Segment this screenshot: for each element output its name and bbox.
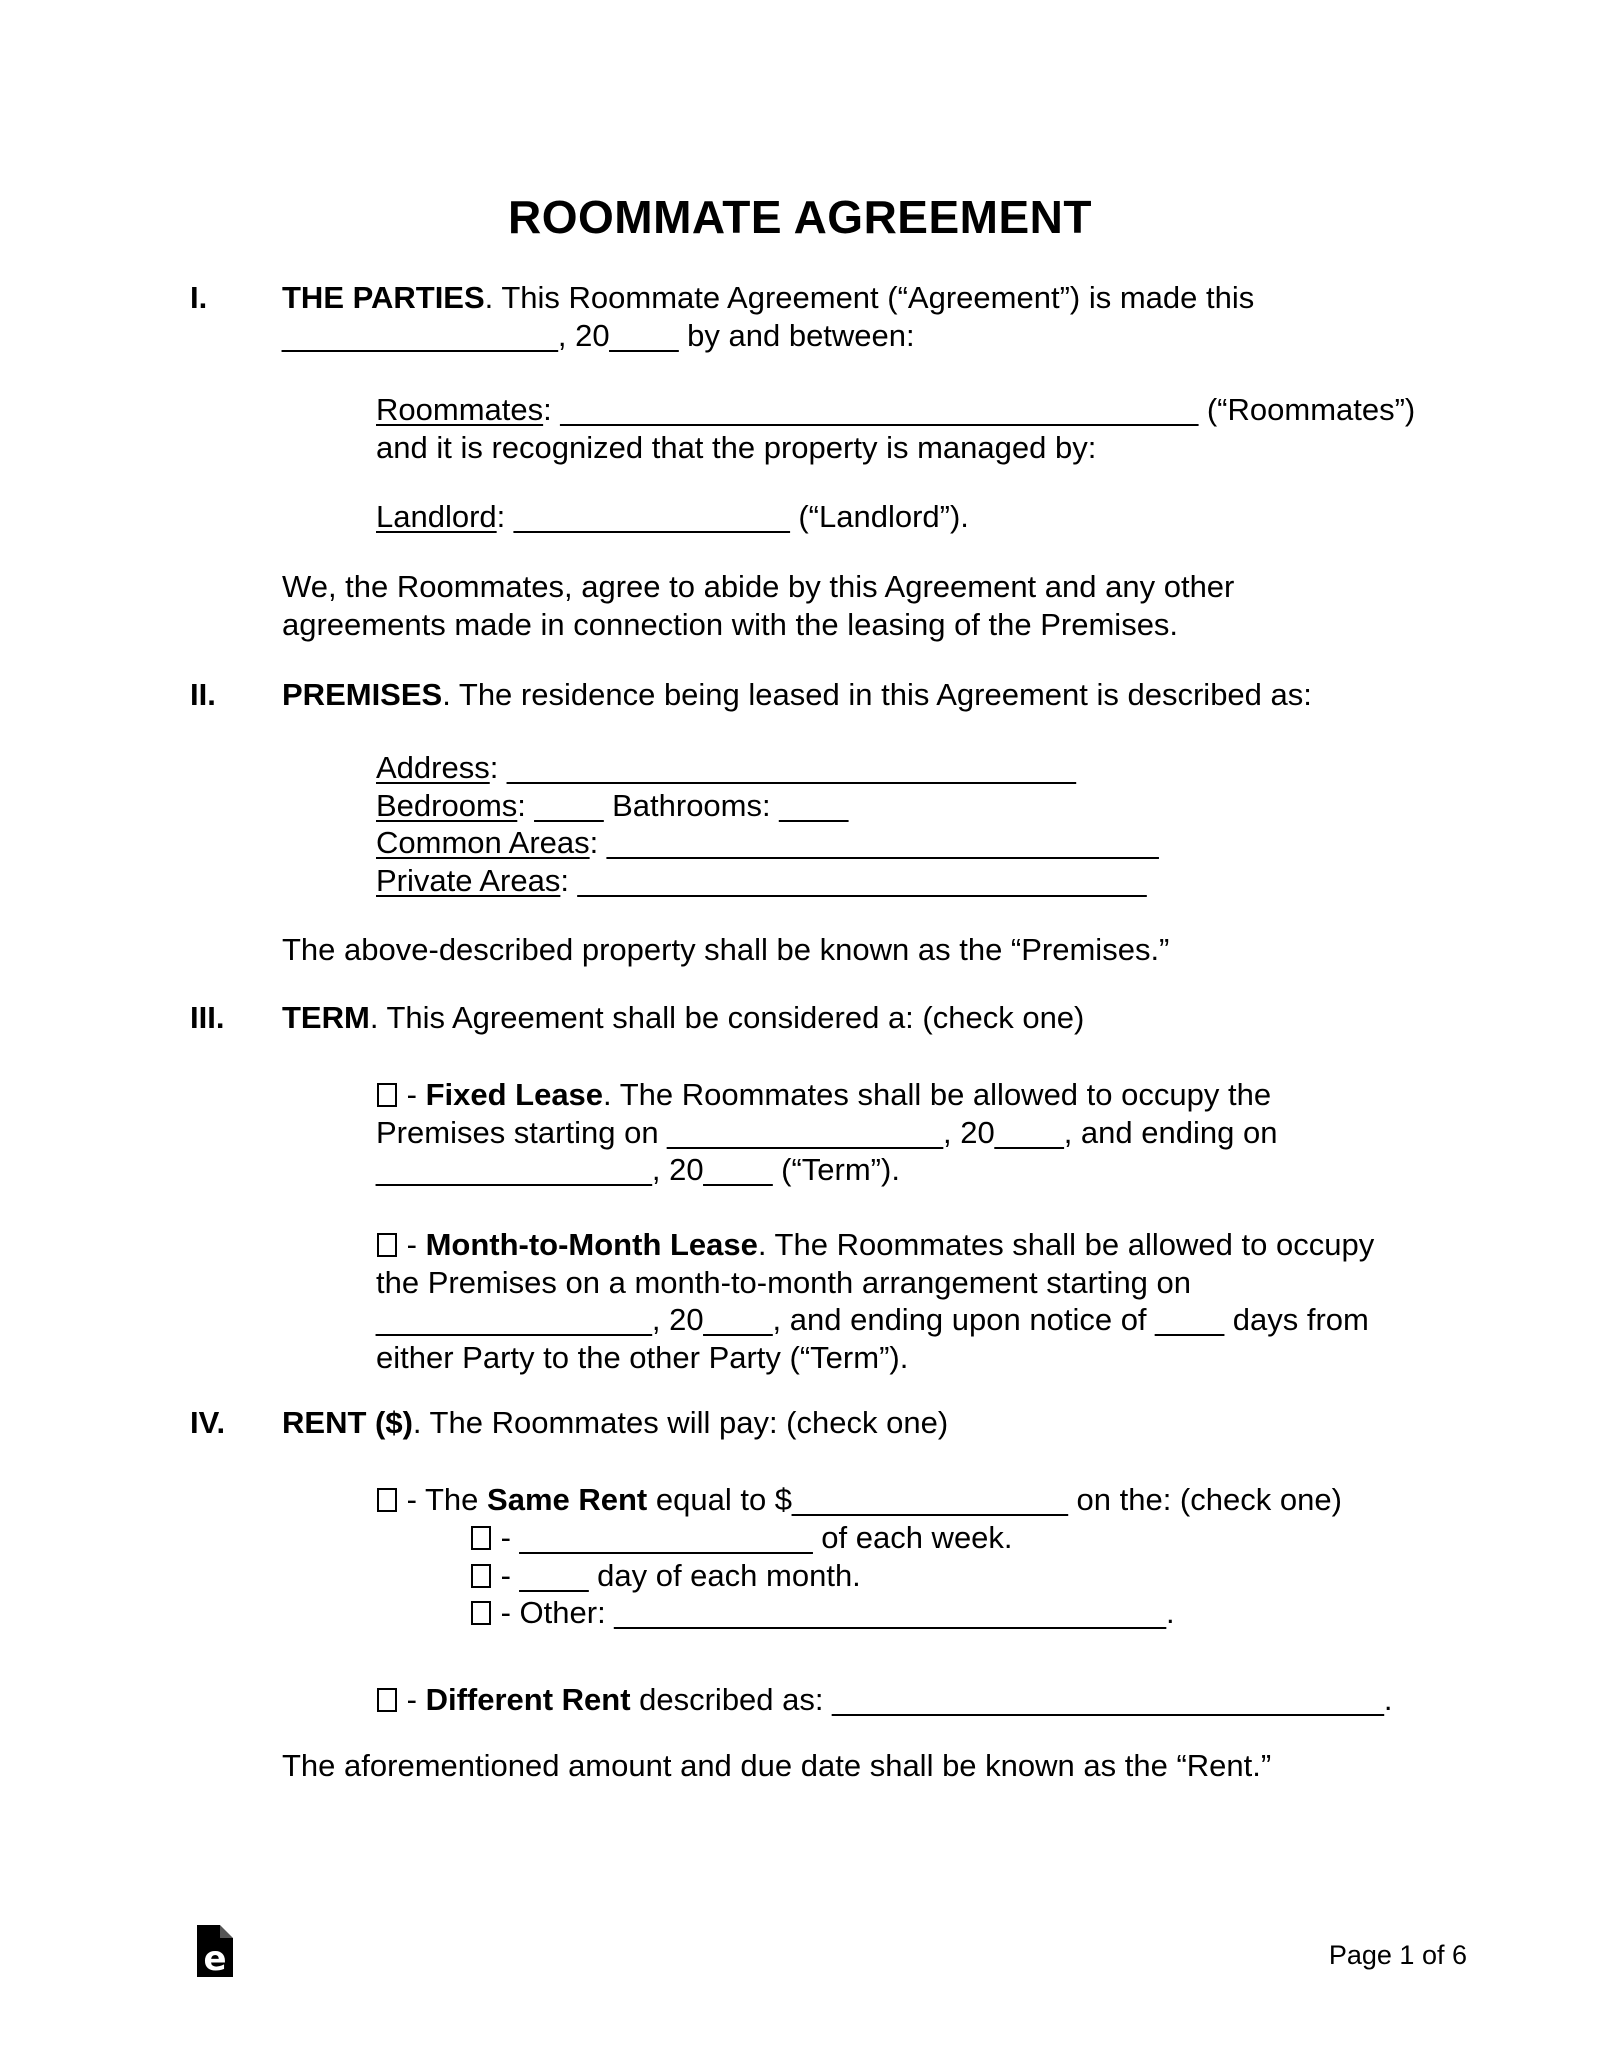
text-run: Private Areas — [376, 862, 561, 898]
roommates-agreement-statement — [282, 568, 1234, 643]
text-line — [376, 1339, 1374, 1377]
text-run: ________________, 20____, and ending upon notice of ____ days from — [376, 1302, 1369, 1337]
text-run: equal to $________________ on the: (check one) — [647, 1482, 1342, 1517]
different-rent-option — [376, 1681, 1392, 1719]
premises-details — [376, 749, 1159, 899]
text-run: : ____ Bathrooms: ____ — [517, 787, 849, 823]
section-iv-rent — [190, 1404, 949, 1442]
text-line — [282, 1404, 948, 1442]
text-run: - — [398, 1227, 426, 1262]
text-run: agreements made in connection with the leasing of the Premises. — [282, 606, 1179, 642]
text-run: - — [398, 1077, 426, 1112]
text-run: . The Roommates shall be allowed to occupy the — [603, 1077, 1272, 1112]
text-run: - — [398, 1682, 426, 1717]
text-run: the Premises on a month-to-month arrangement starting on — [376, 1264, 1192, 1300]
text-line — [470, 1594, 1175, 1632]
text-run: The aforementioned amount and due date shall be known as the “Rent.” — [282, 1748, 1272, 1783]
text-line — [282, 606, 1234, 644]
text-line — [282, 999, 1084, 1037]
text-run: - Other: ________________________________. — [492, 1595, 1175, 1630]
page-number-label: Page 1 of 6 — [1328, 1940, 1467, 1970]
text-run: Landlord — [376, 499, 497, 534]
page-fold-icon — [220, 1925, 233, 1938]
text-line — [376, 787, 1159, 825]
checkbox-icon — [377, 1233, 397, 1257]
text-run: Common Areas — [376, 825, 590, 860]
text-run: Different Rent — [425, 1682, 631, 1717]
text-run: RENT ($) — [282, 1405, 413, 1440]
text-run: and it is recognized that the property is managed by: — [376, 429, 1097, 465]
checkbox-icon — [377, 1083, 397, 1107]
section-ii-premises — [190, 676, 1312, 714]
document-title: ROOMMATE AGREEMENT — [508, 191, 1092, 243]
text-run: . This Roommate Agreement (“Agreement”) is made this — [484, 280, 1255, 315]
eforms-logo-letter: e — [203, 1939, 227, 1979]
text-line — [282, 279, 1254, 317]
text-run: Fixed Lease — [425, 1077, 604, 1112]
premises-known-as — [282, 931, 1169, 969]
text-line — [282, 931, 1169, 969]
checkbox-icon — [471, 1601, 491, 1625]
section-iii-term — [190, 999, 1085, 1037]
text-run: THE PARTIES — [282, 280, 485, 315]
text-line — [376, 824, 1159, 862]
text-run: Bedrooms — [376, 787, 518, 823]
text-line — [376, 1114, 1277, 1152]
text-line — [376, 1301, 1374, 1339]
text-run: The above-described property shall be known as the “Premises.” — [282, 932, 1170, 967]
text-line — [470, 1519, 1175, 1557]
text-line — [376, 862, 1159, 900]
text-run: Premises starting on ________________, 20____, and ending on — [376, 1114, 1278, 1150]
text-run: : _____________________________________ (“Roommates”) — [543, 392, 1416, 427]
text-run: . The residence being leased in this Agreement is described as: — [442, 677, 1312, 712]
checkbox-icon — [377, 1688, 397, 1712]
text-line — [282, 1747, 1271, 1785]
text-run: Address — [376, 750, 490, 785]
text-run: Same Rent — [487, 1482, 648, 1517]
text-line — [470, 1557, 1175, 1595]
text-line — [376, 498, 969, 536]
checkbox-icon — [471, 1564, 491, 1588]
month-to-month-option — [376, 1226, 1374, 1376]
section-number: II. — [190, 677, 216, 712]
text-run: - _________________ of each week. — [492, 1520, 1013, 1555]
text-run: - ____ day of each month. — [492, 1557, 861, 1593]
text-run: : ________________ (“Landlord”). — [496, 499, 969, 534]
rent-known-as — [282, 1747, 1271, 1785]
text-run: Roommates — [376, 392, 544, 427]
text-line — [282, 317, 1254, 355]
text-run: : _________________________________ — [560, 862, 1147, 898]
text-run: : _________________________________ — [489, 750, 1076, 785]
section-number: IV. — [190, 1405, 226, 1440]
text-run: . The Roommates will pay: (check one) — [412, 1405, 949, 1440]
text-run: PREMISES — [282, 677, 443, 712]
text-line — [376, 749, 1159, 787]
text-line — [376, 1681, 1392, 1719]
text-line — [376, 1151, 1277, 1189]
text-line — [376, 1226, 1374, 1264]
fixed-lease-option — [376, 1076, 1277, 1189]
section-number: III. — [190, 1000, 225, 1035]
same-rent-schedule-options — [470, 1519, 1175, 1632]
text-line — [376, 1076, 1277, 1114]
text-run: : ________________________________ — [589, 825, 1159, 860]
text-run: . The Roommates shall be allowed to occupy — [757, 1227, 1375, 1262]
text-run: Month-to-Month Lease — [425, 1227, 758, 1262]
same-rent-option — [376, 1481, 1342, 1519]
text-run: We, the Roommates, agree to abide by this Agreement and any other — [282, 569, 1235, 604]
roommates-clause — [376, 391, 1415, 466]
text-line — [376, 1481, 1342, 1519]
text-line — [282, 568, 1234, 606]
text-line — [376, 1264, 1374, 1302]
section-i-the-parties — [190, 279, 1255, 354]
checkbox-icon — [377, 1488, 397, 1512]
text-run: ________________, 20____ (“Term”). — [376, 1152, 900, 1187]
text-run: . This Agreement shall be considered a: (check one) — [369, 1000, 1085, 1035]
text-line — [282, 676, 1312, 714]
text-line — [376, 391, 1415, 429]
checkbox-icon — [471, 1526, 491, 1550]
section-number: I. — [190, 280, 208, 315]
text-run: TERM — [282, 1000, 370, 1035]
text-line — [376, 429, 1415, 467]
text-run: described as: ________________________________. — [630, 1682, 1393, 1717]
landlord-clause — [376, 498, 969, 536]
eforms-logo — [197, 1925, 233, 1977]
text-run: ________________, 20____ by and between: — [282, 317, 915, 353]
text-run: either Party to the other Party (“Term”). — [376, 1339, 909, 1375]
text-run: - The — [398, 1482, 488, 1517]
